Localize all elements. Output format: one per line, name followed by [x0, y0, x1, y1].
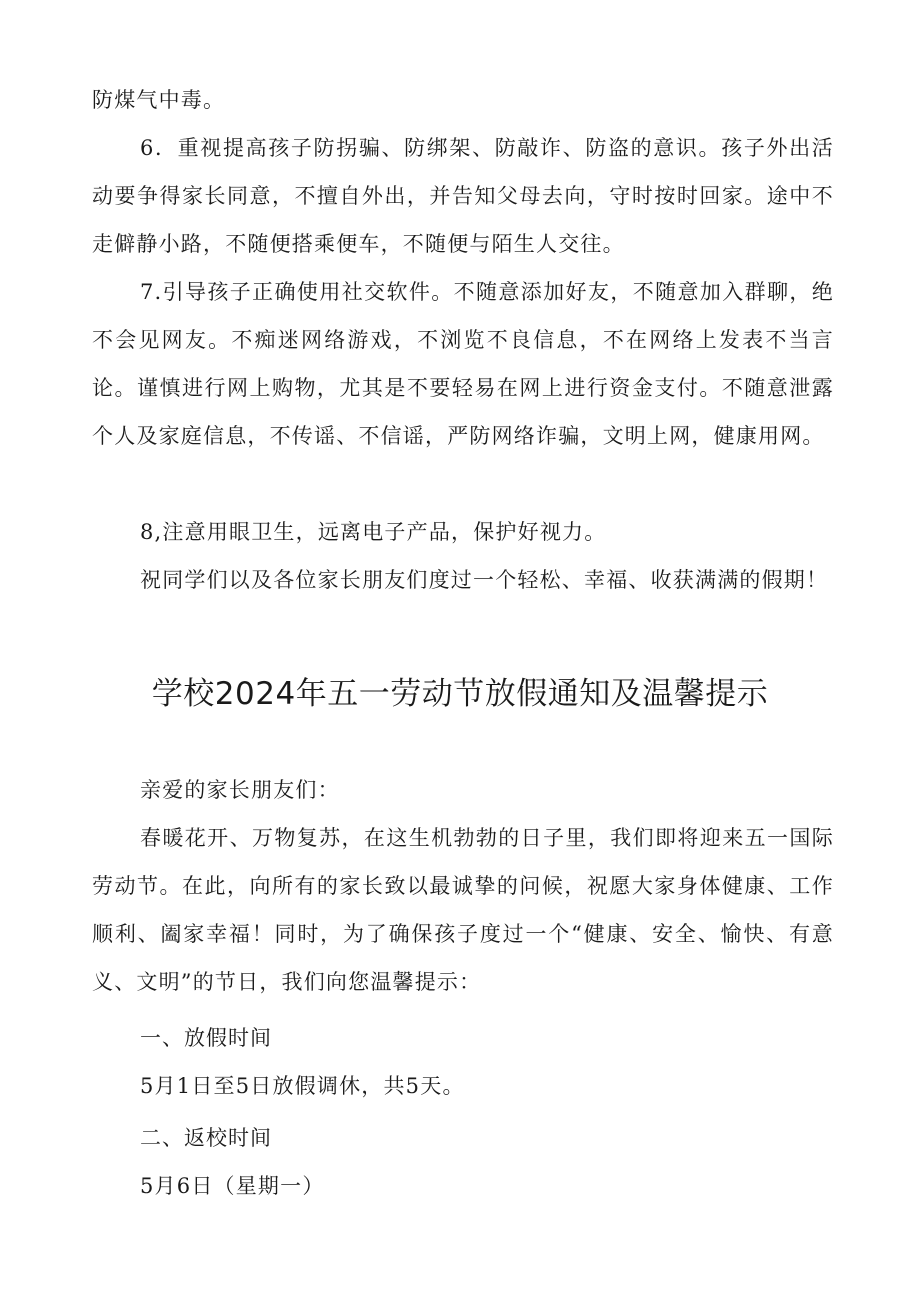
paragraph-continuation: 防煤气中毒。 — [92, 88, 226, 112]
return-time-text: 5月6日（星期一） — [140, 1174, 325, 1198]
paragraph-item-8: 8,注意用眼卫生，远离电子产品，保护好视力。 — [140, 520, 607, 544]
paragraph-item-6: 6．重视提高孩子防拐骗、防绑架、防敲诈、防盗的意识。孩子外出活动要争得家长同意，不擅自外出，并告知父母去向，守时按时回家。途中不走僻静小路，不随便搭乘便车，不随便与陌生人交往。 — [92, 136, 834, 256]
notice-title: 学校2024年五一劳动节放假通知及温馨提示 — [151, 676, 769, 712]
holiday-time-text: 5月1日至5日放假调休，共5天。 — [140, 1074, 465, 1098]
paragraph-closing: 祝同学们以及各位家长朋友们度过一个轻松、幸福、收获满满的假期！ — [140, 568, 829, 592]
intro-paragraph: 春暖花开、万物复苏，在这生机勃勃的日子里，我们即将迎来五一国际劳动节。在此，向所有的家长致以最诚挚的问候，祝愿大家身体健康、工作顺利、阖家幸福！同时，为了确保孩子度过一个“健康、安全、愉快、有意义、文明”的节日，我们向您温馨提示： — [92, 826, 834, 994]
paragraph-item-7: 7.引导孩子正确使用社交软件。不随意添加好友，不随意加入群聊，绝不会见网友。不痴迷网络游戏，不浏览不良信息，不在网络上发表不当言论。谨慎进行网上购物，尤其是不要轻易在网上进行资金支付。不随意泄露个人及家庭信息，不传谣、不信谣，严防网络诈骗，文明上网，健康用网。 — [92, 280, 834, 448]
section-heading-return-time: 二、返校时间 — [140, 1126, 272, 1150]
section-heading-holiday-time: 一、放假时间 — [140, 1026, 272, 1050]
greeting-line: 亲爱的家长朋友们： — [140, 778, 340, 802]
